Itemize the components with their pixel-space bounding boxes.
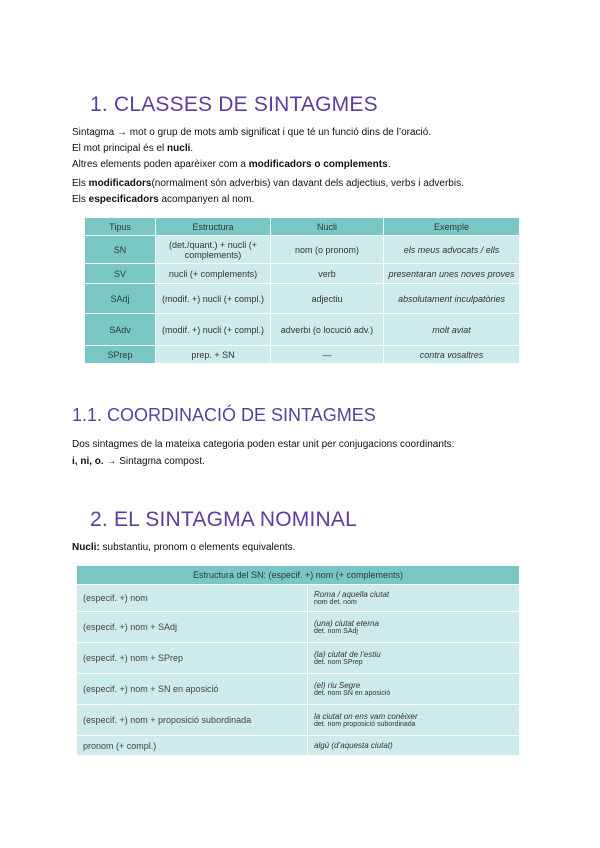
paragraph-altres: Altres elements poden aparèixer com a modificadors o complements.: [72, 159, 391, 170]
table-row: [77, 674, 520, 705]
cell-tipus: SAdv: [85, 314, 156, 346]
cell-example: (una) ciutat eterna det. nom SAdj: [308, 612, 520, 643]
cell-estructura: (modif. +) nucli (+ compl.): [156, 284, 271, 314]
section-title-coordinacio: 1.1. COORDINACIÓ DE SINTAGMES: [72, 405, 376, 425]
cell-exemple: molt aviat: [384, 314, 520, 346]
cell-nucli: verb: [271, 264, 384, 284]
cell-structure: (especif. +) nom: [77, 585, 308, 612]
table-row: [85, 236, 520, 264]
table-row: [85, 264, 520, 284]
cell-estructura: (det./quant.) + nucli (+ complements): [156, 236, 271, 264]
sintagma-types-table: [84, 217, 520, 364]
paragraph-modificadors: Els modificadors(normalment són adverbis) van davant dels adjectius, verbs i adverbis.: [72, 178, 464, 189]
cell-example: Roma / aquella ciutat nom det. nom: [308, 585, 520, 612]
table-row: [77, 585, 520, 612]
header-nucli: Nucli: [271, 218, 384, 236]
cell-nucli: —: [271, 346, 384, 364]
table-row: [77, 705, 520, 736]
table-header-row: [85, 218, 520, 236]
cell-example: (el) riu Segre det. nom SN en aposició: [308, 674, 520, 705]
cell-structure: (especif. +) nom + SAdj: [77, 612, 308, 643]
cell-tipus: SN: [85, 236, 156, 264]
cell-exemple: presentaran unes noves proves: [384, 264, 520, 284]
cell-structure: (especif. +) nom + proposició subordinada: [77, 705, 308, 736]
cell-estructura: (modif. +) nucli (+ compl.): [156, 314, 271, 346]
cell-tipus: SAdj: [85, 284, 156, 314]
paragraph-nucli: El mot principal és el nucli.: [72, 143, 194, 154]
cell-exemple: absolutament inculpatòries: [384, 284, 520, 314]
cell-exemple: els meus advocats / ells: [384, 236, 520, 264]
table-header-row: [77, 566, 520, 585]
cell-example: algú (d’aquesta ciutat): [308, 736, 520, 756]
cell-example: (la) ciutat de l’estiu det. nom SPrep: [308, 643, 520, 674]
cell-nucli: adjectiu: [271, 284, 384, 314]
cell-structure: pronom (+ compl.): [77, 736, 308, 756]
cell-estructura: prep. + SN: [156, 346, 271, 364]
table-row: [85, 346, 520, 364]
paragraph-sintagma: Sintagma → mot o grup de mots amb significat i que té un funció dins de l’oració.: [72, 127, 432, 138]
header-estructura-sn: Estructura del SN: (especif. +) nom (+ complements): [77, 566, 520, 585]
header-exemple: Exemple: [384, 218, 520, 236]
header-tipus: Tipus: [85, 218, 156, 236]
paragraph-coordinacio: Dos sintagmes de la mateixa categoria poden estar unit per conjugacions coordinants:: [72, 439, 455, 450]
header-estructura: Estructura: [156, 218, 271, 236]
table-row: [77, 736, 520, 756]
table-row: [85, 284, 520, 314]
paragraph-nucli-sn: Nucli: substantiu, pronom o elements equivalents.: [72, 542, 296, 553]
sn-structure-table: [76, 565, 520, 756]
section-title-sintagma-nominal: 2. EL SINTAGMA NOMINAL: [90, 508, 357, 531]
cell-structure: (especif. +) nom + SN en aposició: [77, 674, 308, 705]
cell-structure: (especif. +) nom + SPrep: [77, 643, 308, 674]
cell-nucli: nom (o pronom): [271, 236, 384, 264]
table-row: [85, 314, 520, 346]
cell-nucli: adverbi (o locució adv.): [271, 314, 384, 346]
paragraph-conjuncions: i, ni, o. → Sintagma compost.: [72, 456, 205, 467]
paragraph-especificadors: Els especificadors acompanyen al nom.: [72, 194, 255, 205]
table-row: [77, 612, 520, 643]
cell-estructura: nucli (+ complements): [156, 264, 271, 284]
cell-tipus: SV: [85, 264, 156, 284]
section-title-classes: 1. CLASSES DE SINTAGMES: [90, 93, 378, 116]
cell-example: la ciutat on ens vam conèixer det. nom proposició subordinada: [308, 705, 520, 736]
table-row: [77, 643, 520, 674]
cell-tipus: SPrep: [85, 346, 156, 364]
cell-exemple: contra vosaltres: [384, 346, 520, 364]
